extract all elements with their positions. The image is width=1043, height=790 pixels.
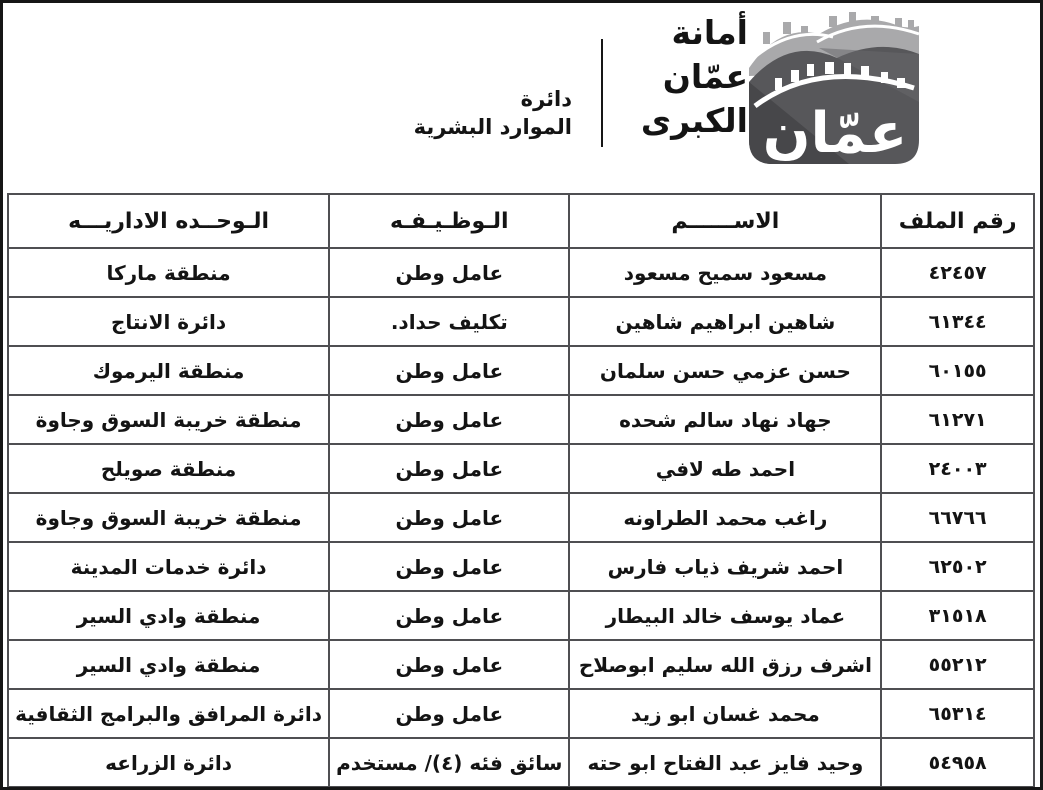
cell-unit: منطقة ماركا bbox=[8, 248, 329, 297]
cell-job: عامل وطن bbox=[329, 248, 569, 297]
cell-file-no: ٤٢٤٥٧ bbox=[881, 248, 1034, 297]
table-row bbox=[8, 591, 1034, 640]
table-row bbox=[8, 248, 1034, 297]
table-row bbox=[8, 346, 1034, 395]
employee-table-body bbox=[8, 248, 1034, 787]
cell-job: عامل وطن bbox=[329, 444, 569, 493]
cell-name: مسعود سميح مسعود bbox=[569, 248, 881, 297]
cell-unit: منطقة وادي السير bbox=[8, 591, 329, 640]
amman-municipality-logo-icon bbox=[749, 10, 919, 168]
table-row bbox=[8, 297, 1034, 346]
employee-table bbox=[7, 193, 1035, 788]
cell-unit: منطقة وادي السير bbox=[8, 640, 329, 689]
cell-name: اشرف رزق الله سليم ابوصلاح bbox=[569, 640, 881, 689]
cell-unit: دائرة الانتاج bbox=[8, 297, 329, 346]
cell-unit: منطقة صويلح bbox=[8, 444, 329, 493]
header-row bbox=[8, 194, 1034, 248]
cell-file-no: ٥٥٢١٢ bbox=[881, 640, 1034, 689]
cell-name: وحيد فايز عبد الفتاح ابو حته bbox=[569, 738, 881, 787]
org-name-line-1: أمانة bbox=[671, 13, 748, 52]
cell-file-no: ٣١٥١٨ bbox=[881, 591, 1034, 640]
cell-unit: منطقة خريبة السوق وجاوة bbox=[8, 395, 329, 444]
cell-file-no: ٢٤٠٠٣ bbox=[881, 444, 1034, 493]
cell-file-no: ٦١٣٤٤ bbox=[881, 297, 1034, 346]
cell-unit: دائرة المرافق والبرامج الثقافية bbox=[8, 689, 329, 738]
cell-name: راغب محمد الطراونه bbox=[569, 493, 881, 542]
cell-file-no: ٦٥٣١٤ bbox=[881, 689, 1034, 738]
employee-table-header bbox=[8, 194, 1034, 248]
logo-wordmark: عمّان bbox=[762, 101, 908, 166]
organization-name bbox=[641, 11, 748, 143]
cell-unit: دائرة خدمات المدينة bbox=[8, 542, 329, 591]
cell-job: عامل وطن bbox=[329, 395, 569, 444]
table-row bbox=[8, 493, 1034, 542]
cell-name: احمد طه لافي bbox=[569, 444, 881, 493]
column-header-name: الاســــــم bbox=[569, 194, 881, 248]
department-name bbox=[414, 85, 572, 141]
table-row bbox=[8, 689, 1034, 738]
header-divider bbox=[601, 39, 603, 147]
cell-job: عامل وطن bbox=[329, 542, 569, 591]
cell-file-no: ٦٠١٥٥ bbox=[881, 346, 1034, 395]
cell-file-no: ٥٤٩٥٨ bbox=[881, 738, 1034, 787]
cell-unit: دائرة الزراعه bbox=[8, 738, 329, 787]
cell-name: عماد يوسف خالد البيطار bbox=[569, 591, 881, 640]
cell-name: شاهين ابراهيم شاهين bbox=[569, 297, 881, 346]
table-row bbox=[8, 395, 1034, 444]
cell-job: عامل وطن bbox=[329, 640, 569, 689]
cell-name: احمد شريف ذياب فارس bbox=[569, 542, 881, 591]
column-header-file-no: رقم الملف bbox=[881, 194, 1034, 248]
table-row bbox=[8, 738, 1034, 787]
column-header-unit: الـوحــده الاداريـــه bbox=[8, 194, 329, 248]
cell-name: محمد غسان ابو زيد bbox=[569, 689, 881, 738]
cell-job: عامل وطن bbox=[329, 493, 569, 542]
cell-file-no: ٦١٢٧١ bbox=[881, 395, 1034, 444]
table-row bbox=[8, 542, 1034, 591]
org-name-line-2: عمّان bbox=[662, 57, 748, 96]
department-line-1: دائرة bbox=[520, 87, 572, 111]
table-row bbox=[8, 444, 1034, 493]
cell-name: حسن عزمي حسن سلمان bbox=[569, 346, 881, 395]
table-row bbox=[8, 640, 1034, 689]
cell-job: عامل وطن bbox=[329, 346, 569, 395]
department-line-2: الموارد البشرية bbox=[413, 115, 572, 139]
column-header-job: الـوظـيـفـه bbox=[329, 194, 569, 248]
cell-unit: منطقة خريبة السوق وجاوة bbox=[8, 493, 329, 542]
cell-file-no: ٦٢٥٠٢ bbox=[881, 542, 1034, 591]
org-name-line-3: الكبرى bbox=[640, 101, 748, 140]
cell-job: عامل وطن bbox=[329, 591, 569, 640]
cell-job: تكليف حداد. bbox=[329, 297, 569, 346]
cell-job: عامل وطن bbox=[329, 689, 569, 738]
cell-job: سائق فئه (٤)/ مستخدم bbox=[329, 738, 569, 787]
cell-name: جهاد نهاد سالم شحده bbox=[569, 395, 881, 444]
cell-file-no: ٦٦٧٦٦ bbox=[881, 493, 1034, 542]
cell-unit: منطقة اليرموك bbox=[8, 346, 329, 395]
